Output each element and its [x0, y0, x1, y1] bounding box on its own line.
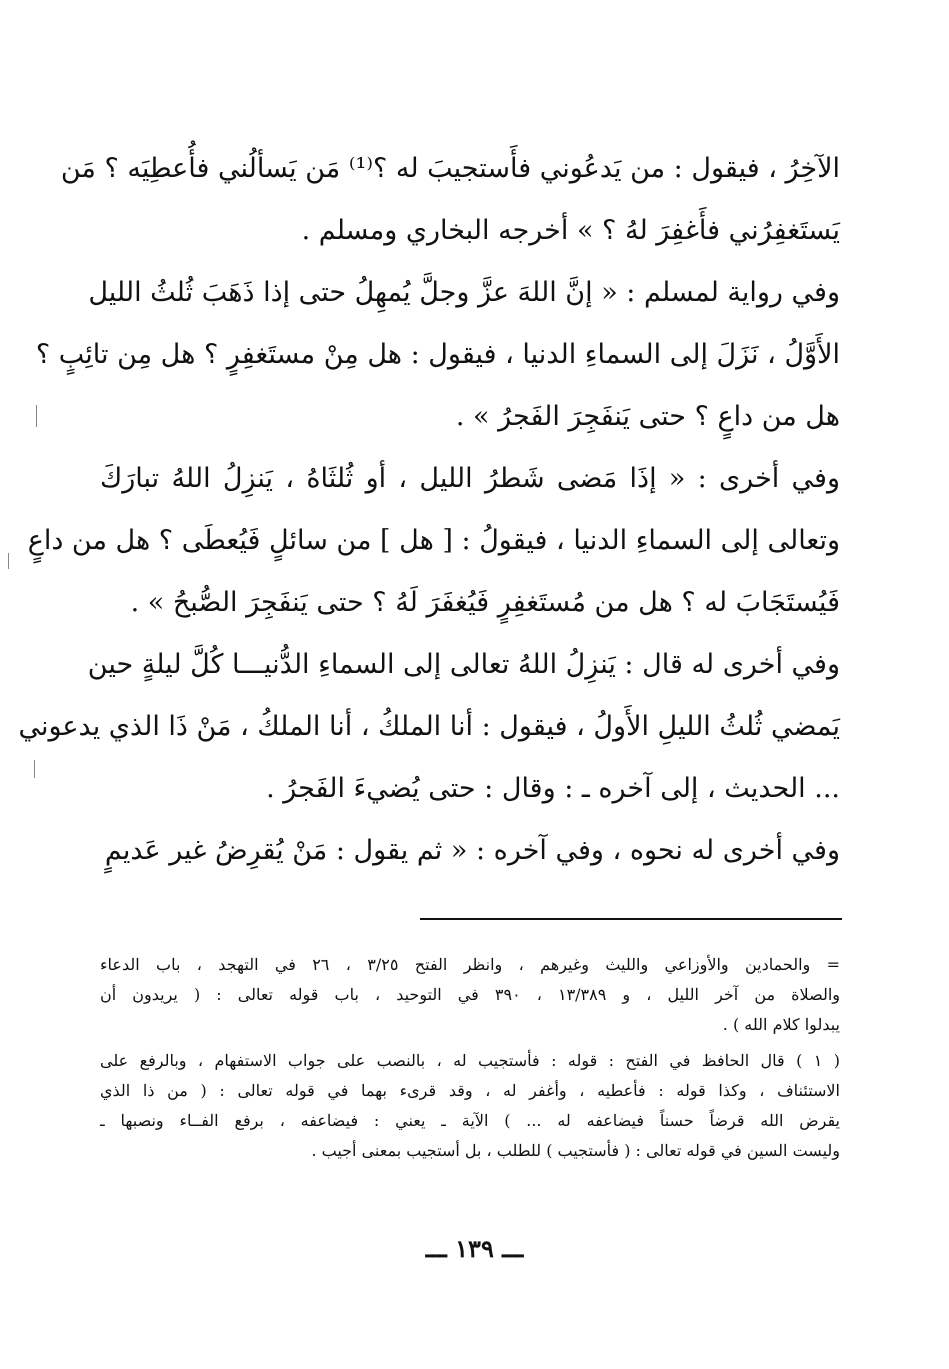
footnote-1-line: وليست السين في قوله تعالى : ( فأستجيب ) للطلب ، بل أستجيب بمعنى أجيب .	[311, 1141, 840, 1160]
page-number: ـــ ١٣٩ ـــ	[425, 1234, 524, 1263]
main-text-line: وفي رواية لمسلم : « إنَّ اللهَ عزَّ وجلَّ يُمهِلُ حتى إذا ذَهَبَ ثُلثُ الليل	[88, 277, 840, 308]
main-text-line: هل من داعٍ ؟ حتى يَنفَجِرَ الفَجرُ » .	[455, 401, 840, 432]
main-text-line: ... الحديث ، إلى آخره ـ : وقال : حتى يُضيءَ الفَجرُ .	[266, 773, 840, 804]
main-text-line: وفي أخرى : « إذَا مَضى شَطرُ الليل ، أو ثُلثَاهُ ، يَنزِلُ اللهُ تبارَكَ	[100, 463, 840, 494]
main-text-line: وفي أخرى له نحوه ، وفي آخره : « ثم يقول : مَنْ يُقرِضُ غير عَديمٍ	[104, 835, 840, 866]
main-text-line: يَمضي ثُلثُ الليلِ الأَولُ ، فيقول : أنا الملكُ ، أنا الملكُ ، مَنْ ذَا الذي يدعوني	[18, 711, 840, 742]
main-text-line: وفي أخرى له قال : يَنزِلُ اللهُ تعالى إلى السماءِ الدُّنيـــا كُلَّ ليلةٍ حين	[87, 649, 840, 680]
footnote-continuation-line: والصلاة من آخر الليل ، و ١٣/٣٨٩ ، ٣٩٠ في التوحيد ، باب قوله تعالى : ( يريدون أن	[100, 985, 840, 1004]
footnote-1-line: ( ١ ) قال الحافظ في الفتح : قوله : فأستجيب له ، بالنصب على جواب الاستفهام ، وبالرفع على	[100, 1051, 841, 1070]
main-text-block	[18, 138, 840, 882]
main-text-line: الآخِرُ ، فيقول : من يَدعُوني فأَستجيبَ له ؟⁽¹⁾ مَن يَسألُني فأُعطِيَه ؟ مَن	[60, 153, 840, 184]
main-text-line: يَستَغفِرُني فأَغفِرَ لهُ ؟ » أخرجه البخاري ومسلم .	[301, 215, 840, 246]
scan-artifact-mark	[8, 553, 9, 569]
footnote-continuation-line: = والحمادين والأوزاعي والليث وغيرهم ، وانظر الفتح ٣/٢٥ ، ٢٦ في التهجد ، باب الدعاء	[100, 955, 840, 974]
scan-artifact-mark	[36, 405, 37, 427]
main-text-line: وتعالى إلى السماءِ الدنيا ، فيقولُ : [ هل ] من سائلٍ فَيُعطَى ؟ هل من داعٍ	[27, 525, 840, 556]
footnotes-block	[100, 950, 840, 1166]
main-text-line: فَيُستَجَابَ له ؟ هل من مُستَغفِرٍ فَيُغفَرَ لَهُ ؟ حتى يَنفَجِرَ الصُّبحُ » .	[130, 587, 840, 618]
scan-artifact-mark	[34, 760, 35, 778]
footnote-1-line: يقرض الله قرضاً حسناً فيضاعفه له ... ) الآية ـ يعني : فيضاعفه ، برفع الفــاء ونصبها ـ	[100, 1111, 840, 1130]
footnote-divider	[420, 918, 842, 920]
footnote-1-line: الاستئناف ، وكذا قوله : فأعطيه ، وأغفر له ، وقد قرىء بهما في قوله تعالى : ( من ذا الذي	[100, 1081, 840, 1100]
footnote-continuation-line: يبدلوا كلام الله ) .	[722, 1015, 840, 1034]
main-text-line: الأَوَّلُ ، نَزَلَ إلى السماءِ الدنيا ، فيقول : هل مِنْ مستَغفِرٍ ؟ هل مِن تائِبٍ ؟	[35, 339, 840, 370]
